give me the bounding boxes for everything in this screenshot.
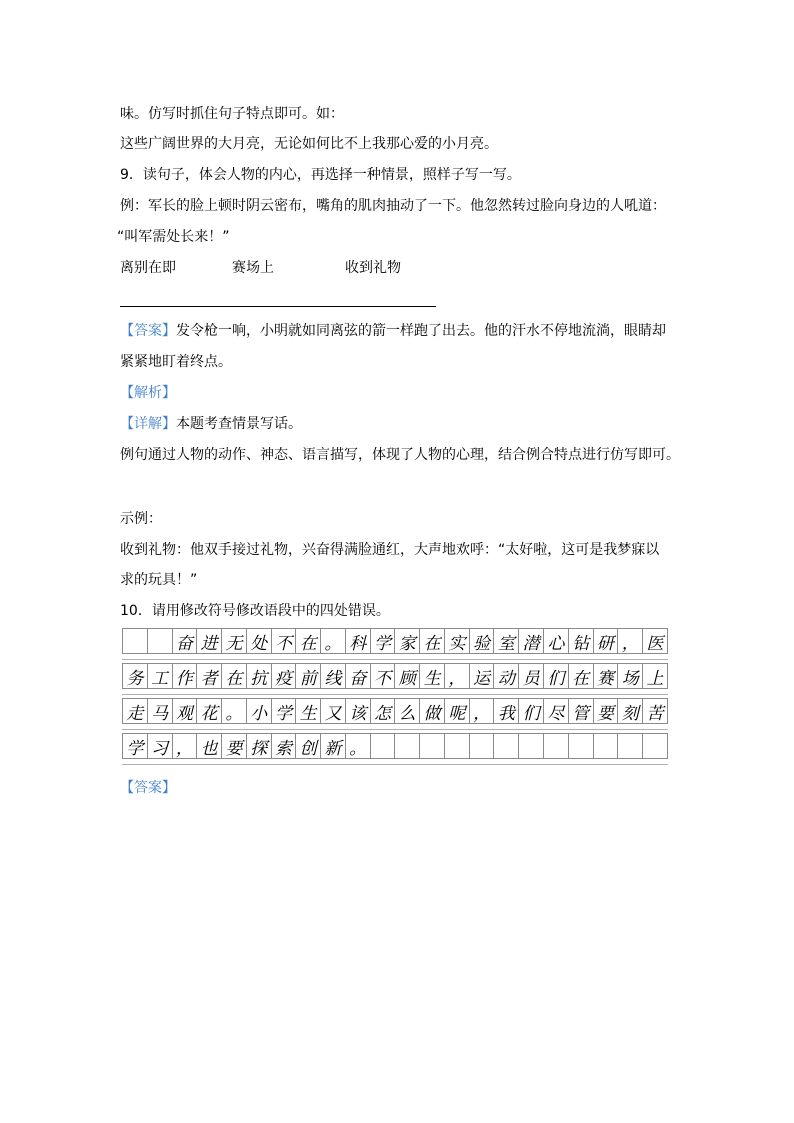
grid-cell: 在 (296, 629, 321, 653)
grid-cell: 在 (569, 664, 594, 688)
grid-cell: 疫 (272, 664, 297, 688)
detail-line (120, 414, 302, 434)
grid-cell: 上 (646, 668, 664, 689)
answer-text: 发令枪一响，小明就如同离弦的箭一样跑了出去。他的汗水不停地流淌，眼睛却 (176, 323, 666, 339)
explanation: 例句通过人物的动作、神态、语言描写，体现了人物的心理，结合例合特点进行仿写即可。 (120, 447, 680, 463)
grid-cell: 要 (222, 734, 247, 758)
grid-cell: ， (445, 664, 470, 688)
grid-cell: 室 (494, 629, 519, 653)
grid-cell: 进 (197, 629, 222, 653)
grid-cell: 么 (395, 699, 420, 723)
grid-cell: 学 (371, 629, 396, 653)
grid-cell: 钻 (569, 629, 594, 653)
grid-row (122, 698, 668, 724)
grid-cell: 马 (148, 699, 173, 723)
grid-cell (594, 734, 619, 758)
grid-cell: 观 (173, 699, 198, 723)
grid-cell: 刻 (618, 699, 643, 723)
grid-separator (122, 729, 668, 730)
grid-cell: 花 (197, 699, 222, 723)
grid-separator (122, 764, 668, 765)
grid-cell: 在 (222, 664, 247, 688)
grid-cell: 奋 (173, 629, 198, 653)
grid-cell (494, 734, 519, 758)
grid-cell (643, 734, 667, 758)
grid-cell: 该 (346, 699, 371, 723)
grid-cell: 潜 (519, 629, 544, 653)
grid-cell: 学 (272, 699, 297, 723)
answer-blank-line (120, 306, 436, 307)
text-line: 味。仿写时抓住句子特点即可。如： (120, 106, 344, 122)
grid-cell: 索 (272, 734, 297, 758)
grid-cell: ， (173, 734, 198, 758)
grid-cell: ， (470, 699, 495, 723)
grid-cell: 学 (123, 734, 148, 758)
grid-cell: 线 (321, 664, 346, 688)
grid-cell (371, 734, 396, 758)
grid-cell: 探 (247, 734, 272, 758)
example-text-cont: 求的玩具！” (120, 572, 198, 588)
grid-cell (544, 734, 569, 758)
grid-cell: 要 (594, 699, 619, 723)
grid-cell: 员 (519, 664, 544, 688)
grid-cell: 。 (321, 629, 346, 653)
grid-cell: 新 (321, 734, 346, 758)
grid-cell: 在 (420, 629, 445, 653)
grid-cell: 工 (148, 664, 173, 688)
grid-cell: 习 (148, 734, 173, 758)
grid-cell: 创 (296, 734, 321, 758)
grid-cell: 处 (247, 629, 272, 653)
grid-cell: 前 (296, 664, 321, 688)
text-line: 这些广阔世界的大月亮，无论如何比不上我那心爱的小月亮。 (120, 136, 498, 152)
question-9: 9．读句子，体会人物的内心，再选择一种情景，照样子写一写。 (120, 167, 521, 183)
grid-cell: 赛 (594, 664, 619, 688)
grid-cell: 顾 (395, 664, 420, 688)
grid-cell (148, 629, 173, 653)
grid-cell: 抗 (247, 664, 272, 688)
answer-text-cont: 紧紧地盯着终点。 (120, 354, 232, 370)
example-quote: “叫军需处长来！” (117, 229, 230, 245)
answer-line (120, 321, 666, 341)
choice-option: 收到礼物 (345, 260, 401, 276)
grid-row (122, 733, 668, 759)
grid-cell: 管 (569, 699, 594, 723)
grid-cell: 务 (123, 664, 148, 688)
grid-cell (420, 734, 445, 758)
question-10: 10．请用修改符号修改语段中的四处错误。 (120, 603, 390, 619)
grid-cell: 实 (445, 629, 470, 653)
grid-cell: 苦 (646, 703, 664, 724)
example-label: 示例： (120, 511, 162, 527)
choice-option: 离别在即 (120, 260, 176, 276)
grid-cell: 者 (197, 664, 222, 688)
grid-cell (618, 734, 643, 758)
grid-cell: 医 (646, 633, 664, 654)
grid-cell (569, 734, 594, 758)
grid-separator (122, 659, 668, 660)
grid-cell: ， (618, 629, 643, 653)
grid-cell: 也 (197, 734, 222, 758)
grid-cell: 做 (420, 699, 445, 723)
grid-cell: 走 (123, 699, 148, 723)
grid-cell: 不 (371, 664, 396, 688)
detail-tag: 【详解】 (120, 416, 176, 432)
grid-cell (445, 734, 470, 758)
grid-cell (123, 629, 148, 653)
grid-cell: 场 (618, 664, 643, 688)
grid-separator (122, 694, 668, 695)
grid-cell: 动 (494, 664, 519, 688)
grid-cell: 呢 (445, 699, 470, 723)
grid-cell: 不 (272, 629, 297, 653)
grid-cell: 小 (247, 699, 272, 723)
example-sentence: 例：军长的脸上顿时阴云密布，嘴角的肌肉抽动了一下。他忽然转过脸向身边的人吼道： (120, 198, 666, 214)
example-text: 收到礼物：他双手接过礼物，兴奋得满脸通红，大声地欢呼：“太好啦，这可是我梦寐以 (120, 542, 660, 558)
grid-cell (519, 734, 544, 758)
grid-cell: 们 (544, 664, 569, 688)
grid-cell: 家 (395, 629, 420, 653)
choice-option: 赛场上 (232, 260, 274, 276)
grid-cell: 生 (296, 699, 321, 723)
grid-cell: 作 (173, 664, 198, 688)
analysis-tag: 【解析】 (120, 385, 176, 401)
grid-cell: 。 (346, 734, 371, 758)
grid-cell: 心 (544, 629, 569, 653)
grid-cell: 运 (470, 664, 495, 688)
grid-row (122, 663, 668, 689)
grid-cell: 奋 (346, 664, 371, 688)
grid-cell: 验 (470, 629, 495, 653)
answer-tag-2: 【答案】 (120, 780, 176, 796)
grid-cell: 科 (346, 629, 371, 653)
writing-grid (122, 628, 668, 768)
grid-cell: 们 (519, 699, 544, 723)
answer-tag: 【答案】 (120, 323, 176, 339)
grid-cell: 生 (420, 664, 445, 688)
detail-text: 本题考查情景写话。 (176, 416, 302, 432)
grid-cell: 又 (321, 699, 346, 723)
grid-cell: 研 (594, 629, 619, 653)
grid-cell: 怎 (371, 699, 396, 723)
grid-cell: 我 (494, 699, 519, 723)
grid-cell: 尽 (544, 699, 569, 723)
grid-cell: 无 (222, 629, 247, 653)
grid-row (122, 628, 668, 654)
grid-cell (470, 734, 495, 758)
grid-cell (395, 734, 420, 758)
grid-cell: 。 (222, 699, 247, 723)
